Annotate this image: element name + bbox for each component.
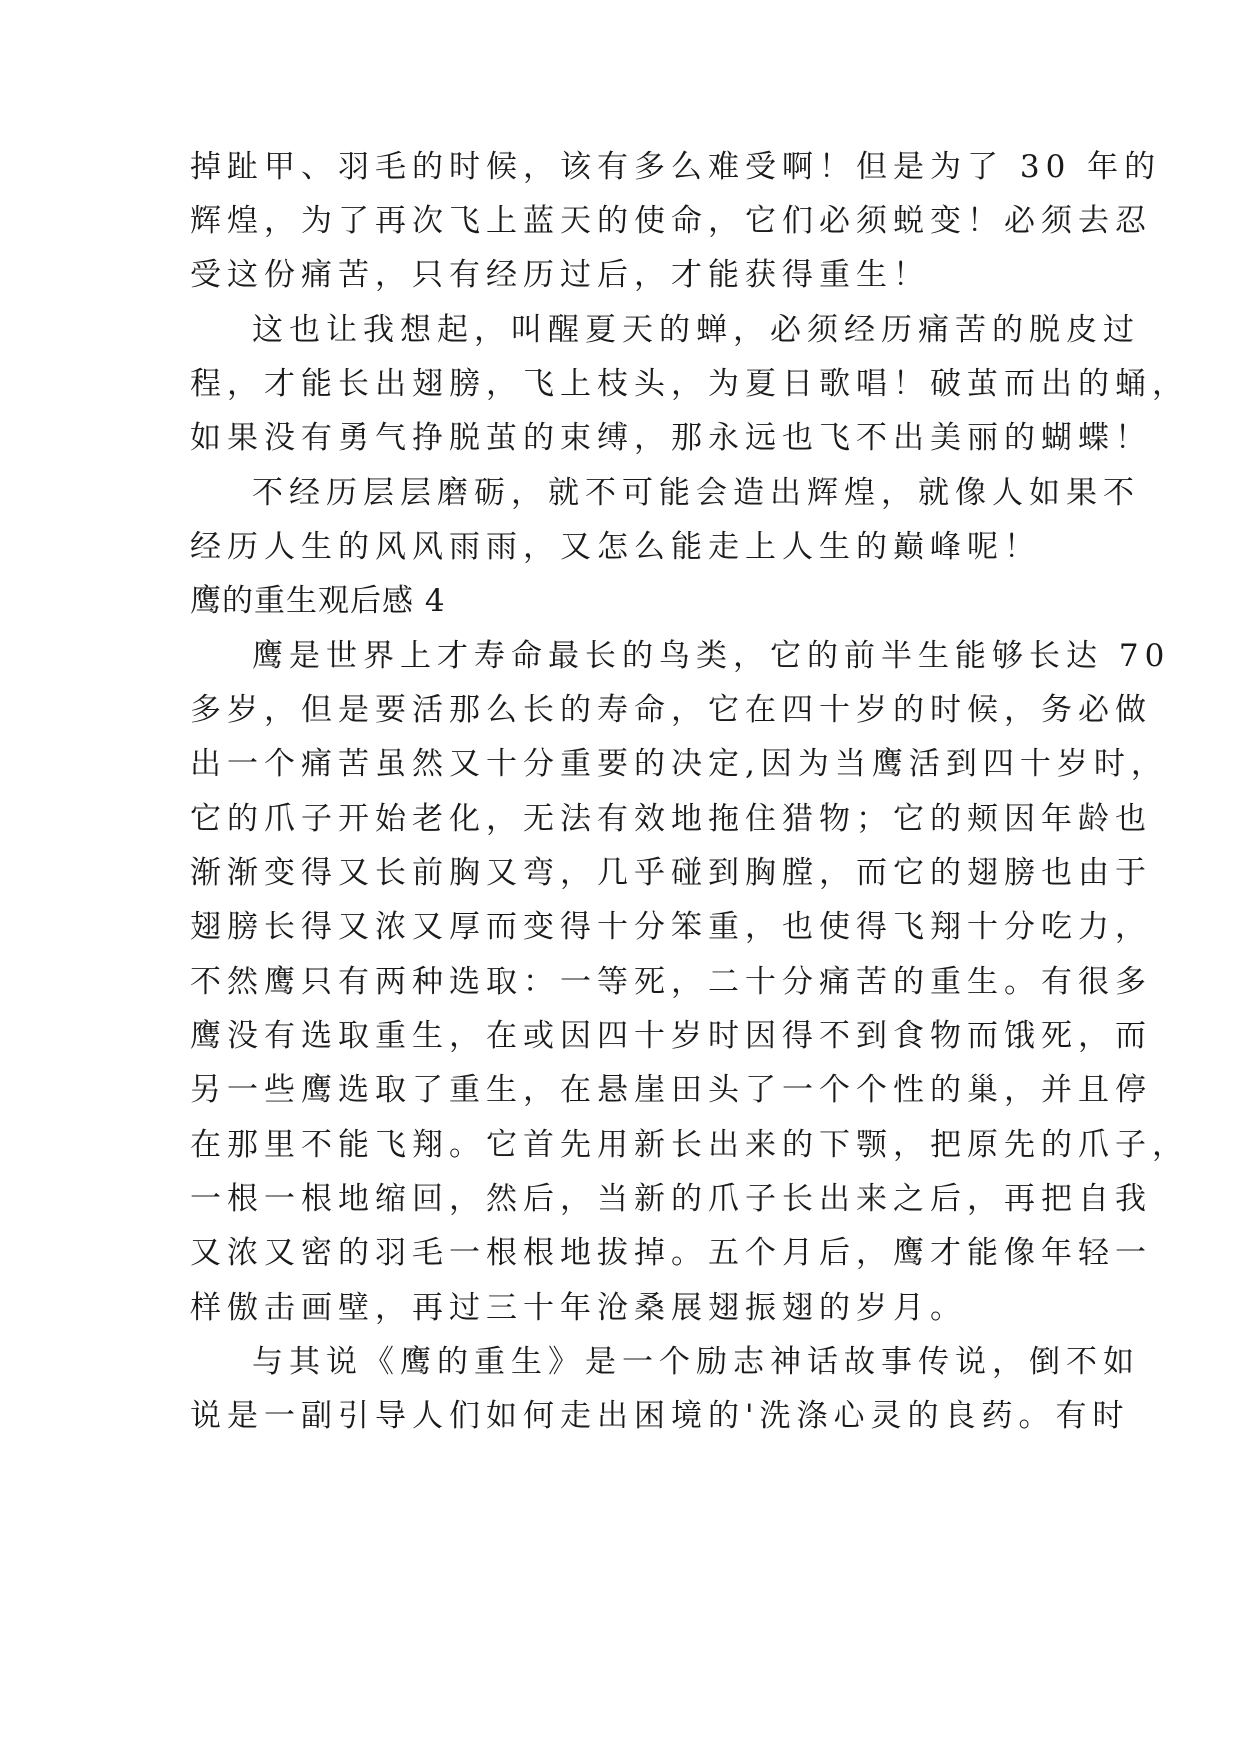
text-line-8: 经历人生的风风雨雨，又怎么能走上人生的巅峰呢！: [190, 529, 1041, 565]
paragraph-start-line: 不经历层层磨砺，就不可能会造出辉煌，就像人如果不: [252, 475, 1140, 511]
text-line-11: 多岁，但是要活那么长的寿命，它在四十岁的时候，务必做: [190, 692, 1152, 728]
text-line-21: 又浓又密的羽毛一根根地拔掉。五个月后，鹰才能像年轻一: [190, 1235, 1152, 1271]
text-line-24: 说是一副引导人们如何走出困境的'洗涤心灵的良药。有时: [190, 1398, 1130, 1434]
text-line-3: 受这份痛苦，只有经历过后，才能获得重生！: [190, 257, 930, 293]
text-line-19: 在那里不能飞翔。它首先用新长出来的下颚，把原先的爪子，: [190, 1127, 1189, 1163]
text-line-14: 渐渐变得又长前胸又弯，几乎碰到胸膛，而它的翅膀也由于: [190, 855, 1152, 891]
paragraph-start-line: 这也让我想起，叫醒夏天的蝉，必须经历痛苦的脱皮过: [252, 312, 1140, 348]
text-line-13: 它的爪子开始老化，无法有效地拖住猎物；它的颊因年龄也: [190, 801, 1152, 837]
text-line-16: 不然鹰只有两种选取：一等死，二十分痛苦的重生。有很多: [190, 964, 1152, 1000]
text-line-6: 如果没有勇气挣脱茧的束缚，那永远也飞不出美丽的蝴蝶！: [190, 420, 1152, 456]
text-line-22: 样傲击画壁，再过三十年沧桑展翅振翅的岁月。: [190, 1290, 967, 1326]
text-line-15: 翅膀长得又浓又厚而变得十分笨重，也使得飞翔十分吃力，: [190, 909, 1152, 945]
text-line-20: 一根一根地缩回，然后，当新的爪子长出来之后，再把自我: [190, 1181, 1152, 1217]
text-line-5: 程，才能长出翅膀，飞上枝头，为夏日歌唱！破茧而出的蛹，: [190, 366, 1189, 402]
text-line-17: 鹰没有选取重生，在或因四十岁时因得不到食物而饿死，而: [190, 1018, 1152, 1054]
text-line-18: 另一些鹰选取了重生，在悬崖田头了一个个性的巢，并且停: [190, 1072, 1152, 1108]
paragraph-start-line: 与其说《鹰的重生》是一个励志神话故事传说，倒不如: [252, 1344, 1140, 1380]
paragraph-start-line: 鹰是世界上才寿命最长的鸟类，它的前半生能够长达 70: [252, 638, 1171, 674]
text-line-1: 掉趾甲、羽毛的时候，该有多么难受啊！但是为了 30 年的: [190, 149, 1162, 185]
text-line-2: 辉煌，为了再次飞上蓝天的使命，它们必须蜕变！必须去忍: [190, 203, 1152, 239]
section-heading: 鹰的重生观后感 4: [190, 583, 446, 619]
text-line-12: 出一个痛苦虽然又十分重要的决定,因为当鹰活到四十岁时，: [190, 746, 1168, 782]
